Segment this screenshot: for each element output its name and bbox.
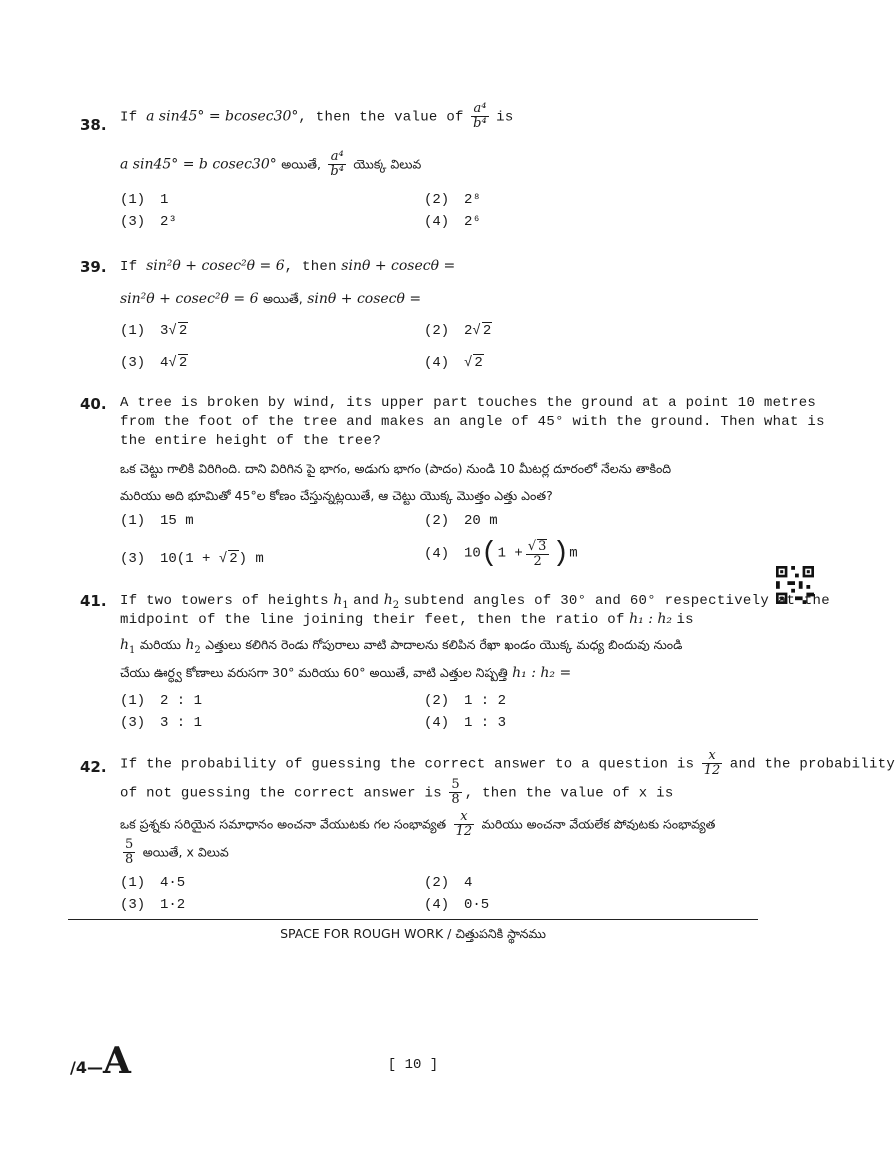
option-4[interactable]: (4) 10(1 + $\frac{√ 3}{2}$ )m	[424, 538, 578, 569]
question-text-en: A tree is broken by wind, its upper part touches the ground at a point 10 metres	[120, 395, 817, 411]
question-text-te: ఒక ప్రశ్నకు సరియైన సమాధానం అంచనా వేయుటకు గల సంభావ్యత $\frac{x}{12}$ మరియు అంచనా వేయలేక పోవుటకు సంభావ్యత	[120, 809, 716, 839]
question-number: 41.	[80, 592, 107, 610]
question-text-te: ఒక చెట్టు గాలికి విరిగింది. దాని విరిగిన పై భాగం, అడుగు భాగం (పాదం) నుండి 10 మీటర్ల దూరంలో నేలను తాకింది	[120, 461, 672, 476]
question-text-en: If a sin45° = bcosec30°, then the value of $\frac{\text{a⁴}}{\text{b⁴}}$ is	[120, 101, 514, 131]
option-3[interactable]: (3) 3 : 1	[120, 715, 203, 731]
rough-work-label: SPACE FOR ROUGH WORK / చిత్తుపనికి స్థానము	[280, 926, 546, 941]
question-text-en: of not guessing the correct answer is $\frac{5}{8}$ , then the value of x is	[120, 777, 674, 807]
option-1[interactable]: (1) 1	[120, 192, 169, 208]
question-text-te: a sin45° = b cosec30° అయితే, $\frac{\text{a⁴}}{\text{b⁴}}$ యొక్క విలువ	[120, 149, 422, 179]
option-2[interactable]: (2) 2√ 2	[424, 323, 492, 339]
page-number: [ 10 ]	[387, 1057, 439, 1073]
question-text-te: $\frac{5}{8}$ అయితే, x విలువ	[125, 837, 229, 867]
booklet-code: /4—A	[70, 1040, 131, 1082]
question-number: 39.	[80, 258, 107, 276]
option-2[interactable]: (2) 20 m	[424, 513, 498, 529]
option-3[interactable]: (3) 2³	[120, 214, 177, 230]
fraction: $\frac{x}{12}$	[455, 809, 473, 839]
fraction: $\frac{\text{a⁴}}{\text{b⁴}}$	[473, 101, 487, 131]
question-text-en: from the foot of the tree and makes an angle of 45° with the ground. Then what is	[120, 414, 825, 430]
fraction: $\frac{5}{8}$	[125, 837, 134, 867]
question-text-en: If two towers of heights $h_1$ and $h_2$ subtend angles of 30° and 60° respectively at the	[120, 592, 830, 611]
option-1[interactable]: (1) 2 : 1	[120, 693, 203, 709]
question-number: 42.	[80, 758, 107, 776]
question-number: 40.	[80, 395, 107, 413]
option-4[interactable]: (4) √ 2	[424, 355, 483, 371]
question-text-en: If sin²θ + cosec²θ = 6, then sinθ + cosecθ =	[120, 258, 456, 275]
option-3[interactable]: (3) 1·2	[120, 897, 186, 913]
option-4[interactable]: (4) 1 : 3	[424, 715, 507, 731]
option-3[interactable]: (3) 4√ 2	[120, 355, 188, 371]
question-text-te: sin²θ + cosec²θ = 6 అయితే, sinθ + cosecθ =	[120, 291, 422, 307]
divider	[68, 919, 758, 920]
option-4[interactable]: (4) 2⁶	[424, 214, 481, 230]
question-number: 38.	[80, 116, 107, 134]
question-text-te: మరియు అది భూమితో 45°ల కోణం చేస్తున్నట్లయితే, ఆ చెట్టు యొక్క మొత్తం ఎత్తు ఎంత?	[120, 488, 553, 503]
fraction: $\frac{x}{12}$	[703, 748, 721, 778]
option-1[interactable]: (1) 3√ 2	[120, 323, 188, 339]
fraction: $\frac{5}{8}$	[451, 777, 460, 807]
question-text-en: midpoint of the line joining their feet, then the ratio of h₁ : h₂ is	[120, 611, 694, 628]
option-2[interactable]: (2) 2⁸	[424, 192, 481, 208]
option-4[interactable]: (4) 0·5	[424, 897, 490, 913]
option-1[interactable]: (1) 15 m	[120, 513, 194, 529]
option-3[interactable]: (3) 10(1 + √ 2) m	[120, 551, 264, 567]
question-text-en: the entire height of the tree?	[120, 433, 382, 449]
question-text-te: చేయు ఊర్ధ్వ కోణాలు వరుసగా 30° మరియు 60° అయితే, వాటి ఎత్తుల నిష్పత్తి h₁ : h₂ =	[120, 665, 572, 681]
option-2[interactable]: (2) 4	[424, 875, 473, 891]
question-text-en: If the probability of guessing the correct answer to a question is $\frac{x}{12}$ and the probability	[120, 748, 895, 778]
question-text-te: $h_1$ మరియు $h_2$ ఎత్తులు కలిగిన రెండు గోపురాలు వాటి పాదాలను కలిపిన రేఖా ఖండం యొక్క మధ్య బిందువు నుండి	[120, 637, 683, 656]
option-2[interactable]: (2) 1 : 2	[424, 693, 507, 709]
fraction: $\frac{\text{a⁴}}{\text{b⁴}}$	[330, 149, 344, 179]
option-1[interactable]: (1) 4·5	[120, 875, 186, 891]
